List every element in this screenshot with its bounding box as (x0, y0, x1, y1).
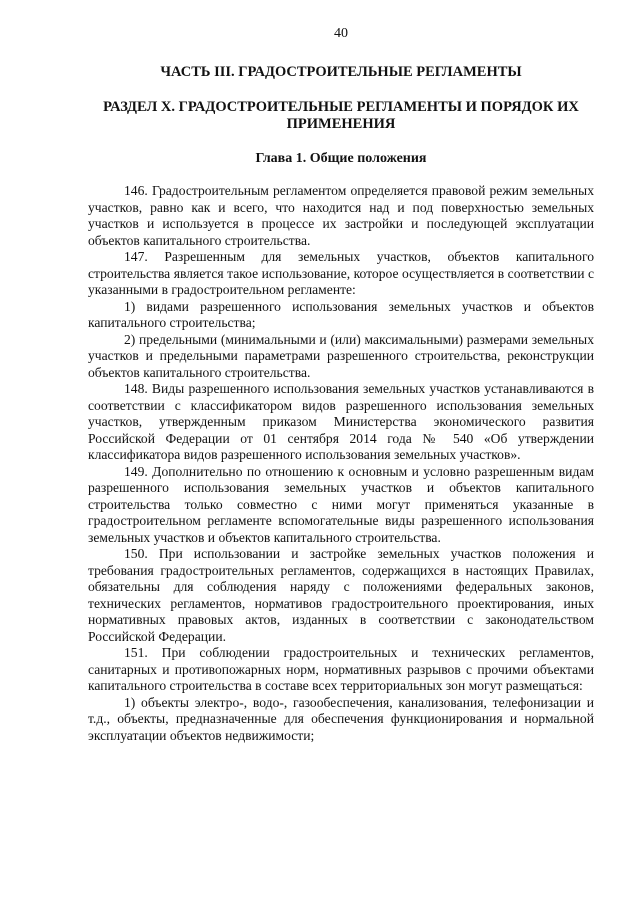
section-title: РАЗДЕЛ X. ГРАДОСТРОИТЕЛЬНЫЕ РЕГЛАМЕНТЫ И ПОРЯДОК ИХ ПРИМЕНЕНИЯ (103, 99, 579, 132)
paragraph-148: 148. Виды разрешенного использования земельных участков устанавливаются в соответствии с классификатором видов разрешенного использования земельных участков, утвержденным приказом Министерства экономического развития Российской Федерации от 01 сентября 2014 года № 540 «Об утверждении классификатора видов разрешенного использования земельных участков». (88, 381, 594, 462)
paragraph-147-item-1: 1) видами разрешенного использования земельных участков и объектов капитального строительства; (88, 298, 594, 330)
paragraph-147: 147. Разрешенным для земельных участков, объектов капитального строительства является такое использование, которое осуществляется в соответствии с указанными в градостроительном регламенте: (88, 249, 594, 297)
body-text (88, 183, 594, 744)
paragraph-151: 151. При соблюдении градостроительных и технических регламентов, санитарных и противопожарных норм, нормативных разрывов с прочими объектами капитального строительства в составе всех территориальных зон могут размещаться: (88, 645, 594, 693)
paragraph-150: 150. При использовании и застройке земельных участков положения и требования градостроительных регламентов, содержащихся в настоящих Правилах, обязательны для соблюдения наряду с положениями федеральных законов, технических регламентов, нормативов градостроительного проектирования, иных нормативных правовых актов, изданных в соответствии с законодательством Российской Федерации. (88, 546, 594, 644)
paragraph-149: 149. Дополнительно по отношению к основным и условно разрешенным видам разрешенного использования земельных участков и объектов капитального строительства только совместно с ними могут применяться указанные в градостроительном регламенте вспомогательные виды разрешенного использования земельных участков и объектов капитального строительства. (88, 463, 594, 545)
paragraph-151-item-1: 1) объекты электро-, водо-, газообеспечения, канализования, телефонизации и т.д., объекты, предназначенные для обеспечения функционирования и нормальной эксплуатации объектов недвижимости; (88, 694, 594, 743)
paragraph-147-item-2: 2) предельными (минимальными и (или) максимальными) размерами земельных участков и предельными параметрами разрешенного строительства, реконструкции объектов капитального строительства. (88, 331, 594, 380)
page-number: 40 (334, 26, 348, 41)
part-title: ЧАСТЬ III. ГРАДОСТРОИТЕЛЬНЫЕ РЕГЛАМЕНТЫ (160, 64, 522, 80)
chapter-title: Глава 1. Общие положения (255, 151, 427, 166)
paragraph-146: 146. Градостроительным регламентом определяется правовой режим земельных участков, равно как и всего, что находится над и под поверхностью земельных участков и используется в процессе их застройки и последующей эксплуатации объектов капитального строительства. (88, 183, 594, 248)
